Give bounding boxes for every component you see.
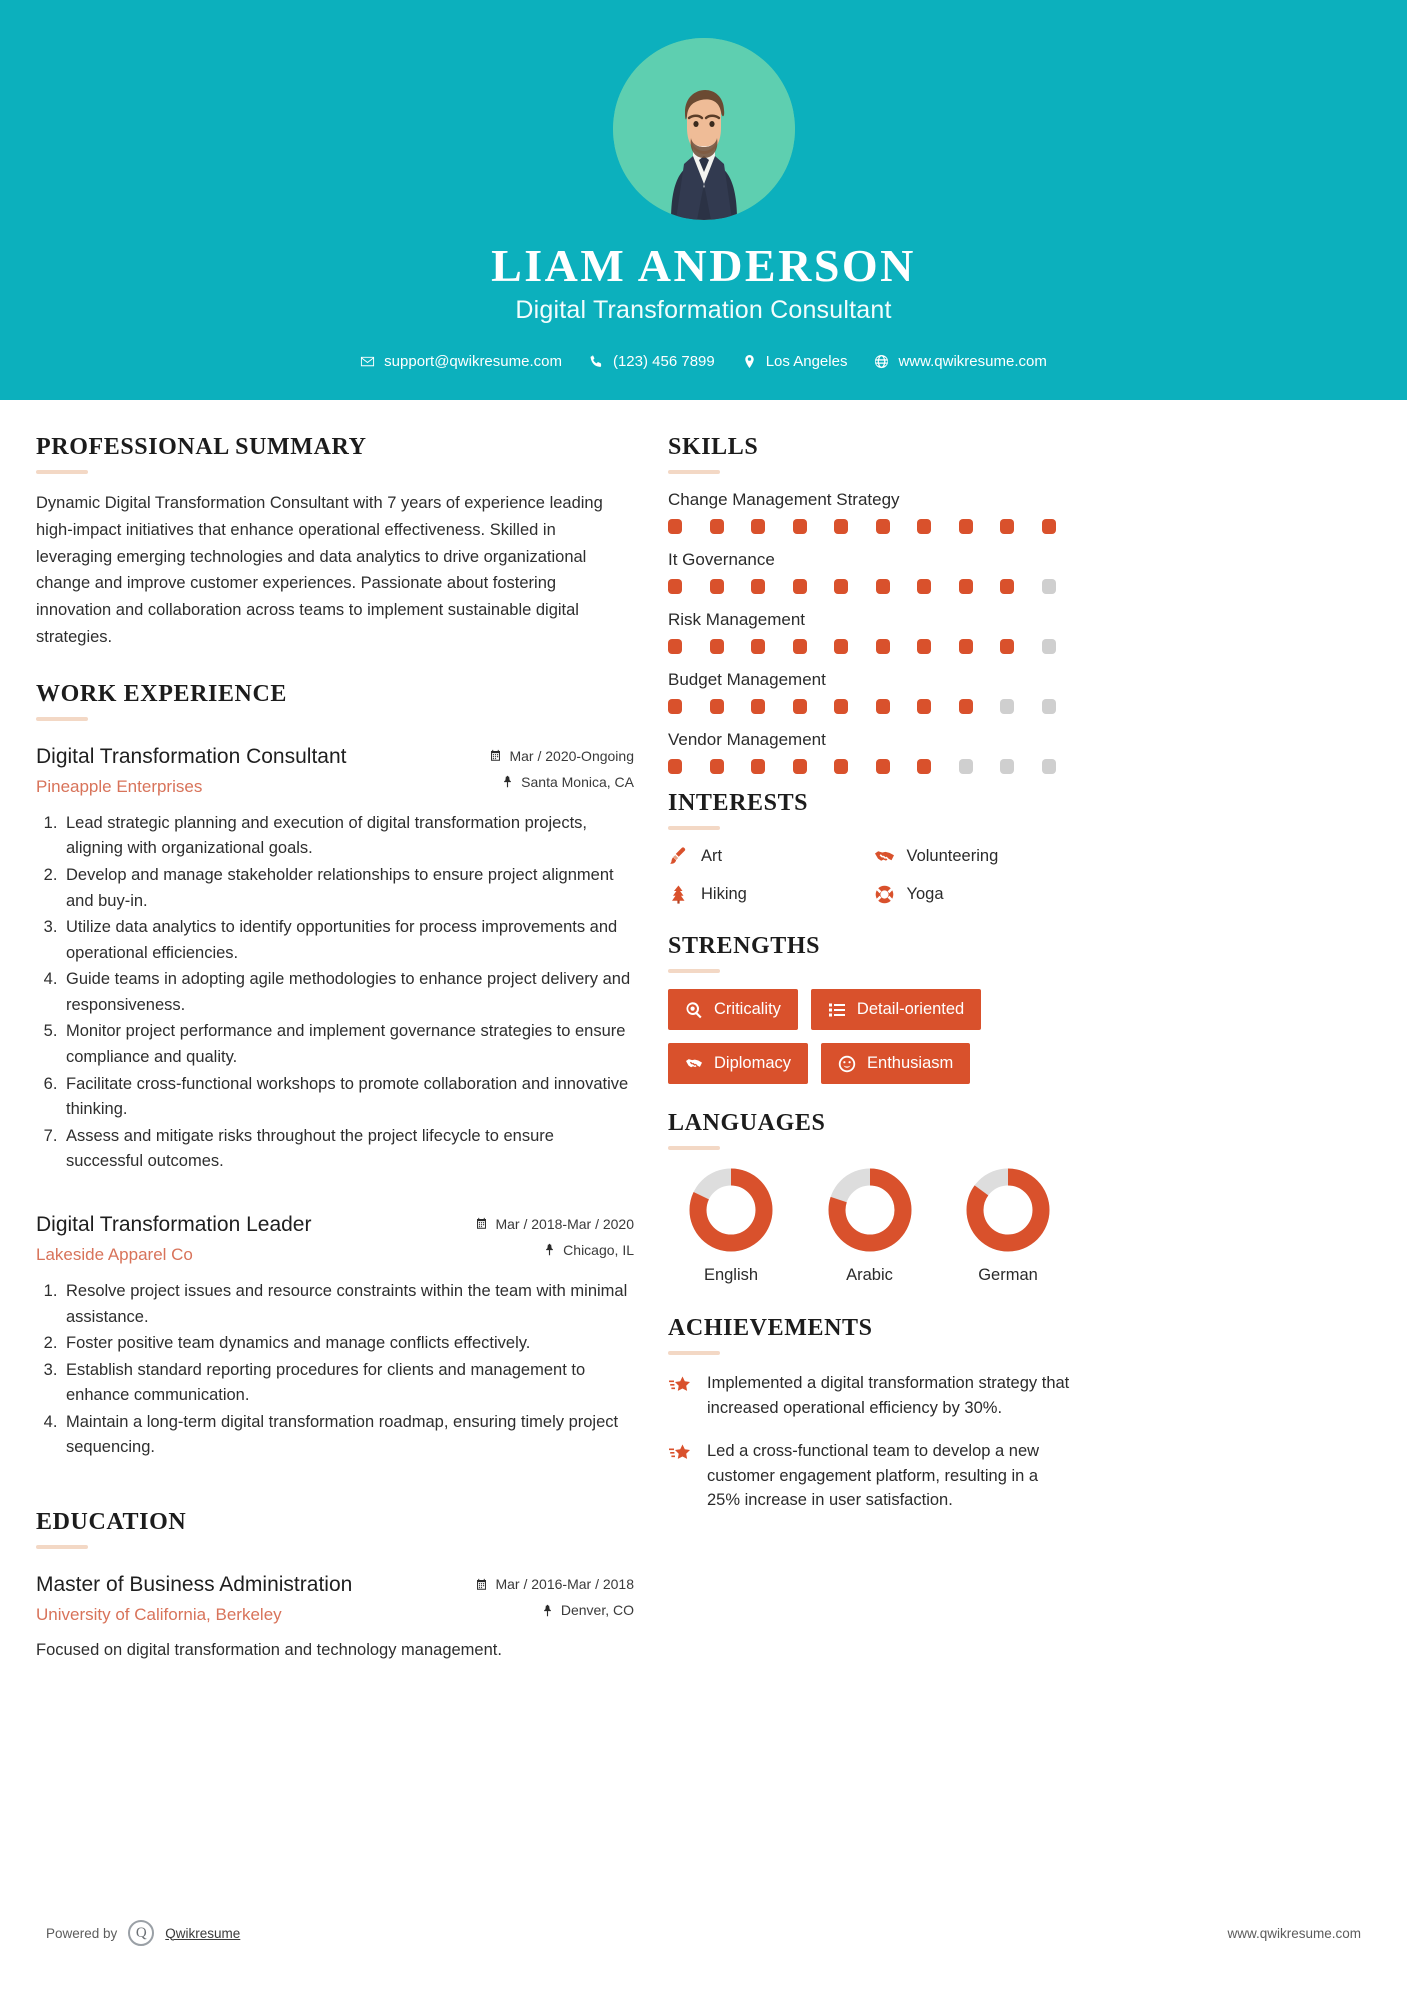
- section-rule: [36, 470, 88, 474]
- education-location: [475, 1602, 634, 1618]
- skill-dot-empty: [1042, 759, 1056, 774]
- interests-heading: INTERESTS: [668, 790, 809, 817]
- interests-grid: [668, 846, 1071, 905]
- contact-email-text: support@qwikresume.com: [384, 353, 562, 371]
- skill-dot-filled: [710, 579, 724, 594]
- magnifier-icon: [685, 1001, 703, 1019]
- calendar-icon: [475, 1578, 488, 1591]
- left-column: [36, 434, 634, 1669]
- bullet-item: 3. Utilize data analytics to identify opportunities for process improvements and operational efficiencies.: [62, 915, 634, 966]
- pin-icon: [543, 1243, 556, 1256]
- interest-item: [668, 846, 866, 867]
- work-bullets: [36, 1279, 634, 1461]
- bullet-item: 1. Lead strategic planning and execution of digital transformation projects, aligning with organizational goals.: [62, 811, 634, 862]
- section-strengths: [668, 933, 1071, 1084]
- language-item: [672, 1166, 790, 1285]
- contact-location: [733, 353, 857, 370]
- contact-row: [0, 353, 1407, 370]
- work-entry: [36, 1211, 634, 1461]
- education-heading: EDUCATION: [36, 1509, 187, 1536]
- work-role: Digital Transformation Consultant: [36, 744, 347, 768]
- skill-row: [668, 730, 1071, 774]
- section-skills: [668, 434, 1071, 774]
- skill-dot-filled: [959, 699, 973, 714]
- bullet-item: 6. Facilitate cross-functional workshops to promote collaboration and innovative thinking.: [62, 1072, 634, 1123]
- skill-dot-filled: [834, 519, 848, 534]
- section-education: [36, 1509, 634, 1663]
- skill-dot-filled: [751, 759, 765, 774]
- skill-dot-filled: [1000, 519, 1014, 534]
- languages-list: [668, 1166, 1071, 1285]
- education-date: [475, 1576, 634, 1592]
- skill-dot-filled: [751, 579, 765, 594]
- skill-dot-filled: [793, 579, 807, 594]
- qwikresume-logo-icon: Q: [128, 1920, 154, 1946]
- section-work-experience: [36, 681, 634, 1461]
- skill-dot-filled: [959, 579, 973, 594]
- strength-label: Diplomacy: [714, 1054, 792, 1073]
- skill-rating: [668, 579, 1071, 594]
- lifebuoy-icon: [874, 884, 895, 905]
- skill-dot-filled: [959, 639, 973, 654]
- skill-row: [668, 550, 1071, 594]
- contact-email[interactable]: [351, 353, 571, 370]
- skill-dot-filled: [668, 699, 682, 714]
- pin-icon: [541, 1604, 554, 1617]
- work-entry: [36, 743, 634, 1175]
- language-label: English: [703, 1266, 759, 1285]
- work-location-text: Chicago, IL: [563, 1241, 634, 1258]
- shooting-star-icon: [668, 1373, 693, 1398]
- skill-dot-filled: [876, 639, 890, 654]
- language-donut-chart: [964, 1166, 1052, 1254]
- work-org: Lakeside Apparel Co: [36, 1245, 193, 1265]
- full-name: LIAM ANDERSON: [491, 240, 916, 291]
- work-org: Pineapple Enterprises: [36, 776, 203, 796]
- skills-heading: SKILLS: [668, 434, 759, 461]
- achievement-item: [668, 1439, 1071, 1513]
- envelope-icon: [360, 354, 375, 369]
- contact-website-text: www.qwikresume.com: [898, 353, 1047, 371]
- interest-label: Hiking: [701, 885, 747, 904]
- section-rule: [668, 1146, 720, 1150]
- achievement-text: Led a cross-functional team to develop a new customer engagement platform, resulting in a 25% increase in user satisfaction.: [707, 1441, 1040, 1510]
- globe-icon: [874, 354, 889, 369]
- skills-list: [668, 490, 1071, 774]
- bullet-item: 4. Maintain a long-term digital transformation roadmap, ensuring timely project sequencing.: [62, 1410, 634, 1461]
- skill-dot-empty: [1000, 759, 1014, 774]
- work-bullets: [36, 811, 634, 1175]
- work-date: [475, 1216, 634, 1232]
- strength-badge-criticality: [668, 989, 798, 1030]
- skill-row: [668, 610, 1071, 654]
- strength-label: Detail-oriented: [856, 1000, 965, 1019]
- interest-item: [874, 884, 1072, 905]
- skill-dot-filled: [917, 579, 931, 594]
- location-pin-icon: [742, 354, 757, 369]
- work-location-text: Santa Monica, CA: [521, 773, 634, 790]
- right-column: [668, 434, 1071, 1531]
- education-entry: [36, 1571, 634, 1663]
- achievements-heading: ACHIEVEMENTS: [668, 1315, 873, 1342]
- bullet-item: 2. Foster positive team dynamics and manage conflicts effectively.: [62, 1331, 634, 1357]
- language-label: Arabic: [846, 1266, 893, 1285]
- strength-badge-diplomacy: [668, 1043, 808, 1084]
- education-degree: Master of Business Administration: [36, 1573, 353, 1597]
- skill-dot-empty: [959, 759, 973, 774]
- skill-dot-empty: [1000, 699, 1014, 714]
- section-interests: [668, 790, 1071, 905]
- tree-icon: [668, 884, 689, 905]
- skill-dot-empty: [1042, 579, 1056, 594]
- section-achievements: [668, 1315, 1071, 1513]
- skill-dot-filled: [710, 519, 724, 534]
- strengths-list: [668, 989, 1071, 1084]
- skill-dot-filled: [876, 759, 890, 774]
- skill-rating: [668, 519, 1071, 534]
- strength-label: Enthusiasm: [867, 1054, 954, 1073]
- person-photo-icon: [613, 38, 795, 220]
- achievement-text: Implemented a digital transformation strategy that increased operational efficiency by 30%.: [707, 1374, 1070, 1418]
- brand-name[interactable]: Qwikresume: [165, 1925, 241, 1941]
- language-item: [811, 1166, 929, 1285]
- skill-label: Vendor Management: [668, 730, 826, 750]
- section-rule: [668, 826, 720, 830]
- work-date: [489, 748, 634, 764]
- education-school: University of California, Berkeley: [36, 1605, 282, 1625]
- strengths-heading: STRENGTHS: [668, 933, 821, 960]
- language-donut-chart: [826, 1166, 914, 1254]
- bullet-item: 5. Monitor project performance and implement governance strategies to ensure compliance and quality.: [62, 1019, 634, 1070]
- contact-phone-text: (123) 456 7899: [612, 353, 715, 371]
- skill-dot-filled: [793, 519, 807, 534]
- skill-dot-filled: [834, 699, 848, 714]
- skill-dot-filled: [710, 759, 724, 774]
- work-location: [489, 774, 634, 790]
- work-date-text: Mar / 2018-Mar / 2020: [495, 1215, 634, 1232]
- work-location: [475, 1242, 634, 1258]
- skill-row: [668, 670, 1071, 714]
- resume-header: [0, 0, 1407, 400]
- skill-dot-filled: [668, 519, 682, 534]
- skill-dot-filled: [1000, 639, 1014, 654]
- summary-text: Dynamic Digital Transformation Consultant with 7 years of experience leading high-impact initiatives that enhance operational effectiveness. Skilled in leveraging emerging technologies and data analytics to drive organizational change and improve customer experiences. Passionate about fostering innovation and collaboration across teams to implement sustainable digital strategies.: [36, 494, 603, 646]
- skill-dot-filled: [959, 519, 973, 534]
- skill-rating: [668, 759, 1071, 774]
- bullet-item: 7. Assess and mitigate risks throughout the project lifecycle to ensure successful outcomes.: [62, 1124, 634, 1175]
- skill-label: Budget Management: [668, 670, 826, 690]
- calendar-icon: [489, 749, 502, 762]
- skill-dot-filled: [834, 759, 848, 774]
- strength-badge-enthusiasm: [821, 1043, 970, 1084]
- summary-heading: PROFESSIONAL SUMMARY: [36, 434, 367, 461]
- skill-dot-filled: [1000, 579, 1014, 594]
- skill-label: Change Management Strategy: [668, 490, 900, 510]
- skill-dot-filled: [876, 699, 890, 714]
- handshake-icon: [874, 846, 895, 867]
- skill-dot-filled: [917, 699, 931, 714]
- education-date-text: Mar / 2016-Mar / 2018: [495, 1576, 634, 1593]
- section-rule: [668, 1351, 720, 1355]
- achievement-item: [668, 1371, 1071, 1421]
- skill-dot-empty: [1042, 699, 1056, 714]
- skill-dot-filled: [917, 759, 931, 774]
- language-label: German: [978, 1266, 1038, 1285]
- skill-dot-filled: [751, 699, 765, 714]
- skill-label: Risk Management: [668, 610, 806, 630]
- skill-dot-filled: [834, 639, 848, 654]
- contact-website[interactable]: [865, 353, 1055, 370]
- skill-rating: [668, 699, 1071, 714]
- skill-dot-filled: [793, 699, 807, 714]
- list-icon: [828, 1001, 846, 1019]
- interest-label: Art: [701, 847, 723, 866]
- strength-badge-detail-oriented: [811, 989, 981, 1030]
- section-rule: [36, 717, 88, 721]
- bullet-item: 1. Resolve project issues and resource constraints within the team with minimal assistance.: [62, 1279, 634, 1330]
- interest-item: [874, 846, 1072, 867]
- contact-phone[interactable]: [580, 353, 724, 370]
- skill-dot-filled: [834, 579, 848, 594]
- skill-dot-filled: [1042, 519, 1056, 534]
- education-location-text: Denver, CO: [560, 1602, 634, 1619]
- skill-dot-filled: [793, 639, 807, 654]
- skill-dot-filled: [876, 579, 890, 594]
- skill-dot-filled: [710, 639, 724, 654]
- skill-dot-filled: [917, 639, 931, 654]
- education-note: Focused on digital transformation and technology management.: [36, 1641, 502, 1660]
- bullet-item: 2. Develop and manage stakeholder relationships to ensure project alignment and buy-in.: [62, 863, 634, 914]
- pin-icon: [501, 775, 514, 788]
- skill-dot-filled: [751, 639, 765, 654]
- skill-rating: [668, 639, 1071, 654]
- powered-by-label: Powered by: [46, 1925, 118, 1941]
- interest-label: Volunteering: [906, 847, 999, 866]
- skill-dot-filled: [710, 699, 724, 714]
- work-date-text: Mar / 2020-Ongoing: [509, 747, 634, 764]
- skill-dot-filled: [668, 639, 682, 654]
- skill-dot-filled: [793, 759, 807, 774]
- skill-label: It Governance: [668, 550, 775, 570]
- calendar-icon: [475, 1217, 488, 1230]
- avatar: [613, 38, 795, 220]
- language-item: [949, 1166, 1067, 1285]
- languages-heading: LANGUAGES: [668, 1110, 826, 1137]
- interest-label: Yoga: [906, 885, 944, 904]
- job-title: Digital Transformation Consultant: [515, 296, 892, 325]
- bullet-item: 4. Guide teams in adopting agile methodologies to enhance project delivery and responsiveness.: [62, 967, 634, 1018]
- section-rule: [36, 1545, 88, 1549]
- section-professional-summary: [36, 434, 634, 650]
- handshake-icon: [685, 1055, 703, 1073]
- footer-website[interactable]: www.qwikresume.com: [1227, 1925, 1361, 1941]
- shooting-star-icon: [668, 1441, 693, 1466]
- skill-row: [668, 490, 1071, 534]
- skill-dot-filled: [751, 519, 765, 534]
- strength-label: Criticality: [714, 1000, 781, 1019]
- phone-icon: [589, 354, 604, 369]
- section-languages: [668, 1110, 1071, 1285]
- contact-location-text: Los Angeles: [765, 353, 848, 371]
- skill-dot-empty: [1042, 639, 1056, 654]
- skill-dot-filled: [876, 519, 890, 534]
- skill-dot-filled: [668, 759, 682, 774]
- language-donut-chart: [687, 1166, 775, 1254]
- paintbrush-icon: [668, 846, 689, 867]
- footer: [0, 1920, 1407, 1946]
- section-rule: [668, 969, 720, 973]
- skill-dot-filled: [668, 579, 682, 594]
- bullet-item: 3. Establish standard reporting procedures for clients and management to enhance communication.: [62, 1358, 634, 1409]
- skill-dot-filled: [917, 519, 931, 534]
- work-role: Digital Transformation Leader: [36, 1212, 312, 1236]
- work-heading: WORK EXPERIENCE: [36, 680, 288, 707]
- section-rule: [668, 470, 720, 474]
- resume-body: [0, 400, 1407, 1669]
- smiley-icon: [838, 1055, 856, 1073]
- interest-item: [668, 884, 866, 905]
